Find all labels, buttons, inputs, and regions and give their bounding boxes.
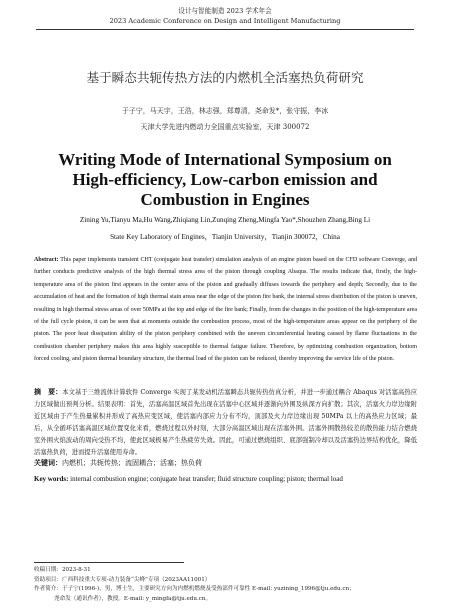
footnotes <box>34 566 417 604</box>
funding-note: 资助项目：广西科技重大专项-动力装备“尖峰”专项（2023AA11001） <box>34 576 211 583</box>
author-bio: 作者简介：于子宁(1996-)，男，博士生，主要研究方向为内燃机燃烧及受热部件可靠性 E-mail: yuzining_1996@tju.edu.cn； <box>34 586 355 592</box>
received-date: 收稿日期：2023-8-31 <box>34 567 91 573</box>
chinese-abstract <box>34 386 417 459</box>
cn-abstract-label: 摘 要： <box>34 387 63 396</box>
english-authors: Zining Yu,Tianyu Ma,Hu Wang,Zhiqiang Lin,Zunqing Zheng,Mingfa Yao*,Shouzhen Zhang,Bing Li <box>79 216 371 224</box>
conference-name-en: 2023 Academic Conference on Design and Intelligent Manufacturing <box>109 17 341 25</box>
cn-abstract-text: 本文基于三维流体计算软件 Converge 实现了某发动机活塞瞬态共轭传热仿真分析，并进一步通过耦合 Abaqus 对活塞高热应力区域做出预判分析。结果表明：首先，活塞高温区域首先出现在活塞中心区域并逐渐向外围及纵深方向扩散；其次，活塞火力岸边缘附近区域由于产生热量累积并形成了高热应变区域，使活塞内部应力分布不均，顶部及火力岸边缘出现 50MPa 以上的高热应力区域；最后，从全循环活塞高温区域位置变化来看，燃烧过程以外时刻，大部分高温区域出现在活塞外围。活塞外围散热较差的散热能力结合燃烧室外围火焰波动的周向受热不均，使此区域极易产生热疲劳失效。因此，可通过燃烧组织、底部强制冷却以及活塞热边界结构优化，降低活塞热负荷，进而提升活塞使用寿命。 <box>34 389 418 456</box>
en-keywords-label: Key words: <box>34 475 69 483</box>
conference-header <box>0 6 450 26</box>
conference-name-cn: 设计与智能制造 2023 学术年会 <box>178 7 272 15</box>
chinese-keywords <box>34 458 417 468</box>
corresponding-author: 尧命发（通讯作者），教授。E-mail: y_mingfa@tju.edu.cn。 <box>54 595 212 602</box>
english-affiliation: State Key Laboratory of Engines，Tianjin University，Tianjin 300072，China <box>110 233 340 241</box>
english-title: Writing Mode of International Symposium on High-efficiency, Low-carbon emission and Combustion in Engines <box>58 150 392 209</box>
cn-keywords-label: 关键词： <box>34 458 62 467</box>
header-divider <box>36 29 414 30</box>
english-keywords <box>34 474 417 485</box>
footnote-divider <box>34 562 184 563</box>
abstract-label: Abstract: <box>34 257 59 263</box>
abstract-text: This paper implements transient CHT (conjugate heat transfer) simulation analysis of an engine piston based on the CFD software Converge, and further conducts predictive analysis of the high thermal stress area of the piston through coupling Abaqus. The results indicate that, firstly, the high-temperature area of the piston first appears in the center area of the piston and gradually diffuses towards the periphery and depth; Secondly, due to the accumulation of heat and the formation of high thermal stain areas near the edge of the piston fire bank, the internal stress distribution of the piston is uneven, resulting in high thermal stress areas of over 50MPa at the top and edge of the fire bank; Finally, from the changes in the position of the high-temperature area of the full cycle piston, it can be seen that at moments outside the combustion process, most of the high-temperature areas appear on the periphery of the piston. The poor heat dissipation ability of the piston periphery combined with the uneven circumferential heating caused by flame fluctuations in the combustion chamber periphery makes this area highly susceptible to thermal fatigue failure. Therefore, by optimizing combustion organization, bottom forced cooling, and piston thermal boundary structure, the thermal load of the piston can be reduced, thereby improving the service life of the piston. <box>34 257 417 363</box>
chinese-title: 基于瞬态共轭传热方法的内燃机全活塞热负荷研究 <box>86 70 364 85</box>
chinese-authors: 于子宁，马天宇，王浩，林志强，郑尊清，尧命发*，张守振，李冰 <box>121 107 329 115</box>
chinese-affiliation: 天津大学先进内燃动力全国重点实验室，天津 300072 <box>140 123 310 131</box>
en-keywords-text: internal combustion engine; conjugate heat transfer; fluid structure coupling; piston; thermal load <box>70 475 343 483</box>
cn-keywords-text: 内燃机；共轭传热；流固耦合；活塞；热负荷 <box>62 459 202 467</box>
english-abstract <box>34 254 417 366</box>
